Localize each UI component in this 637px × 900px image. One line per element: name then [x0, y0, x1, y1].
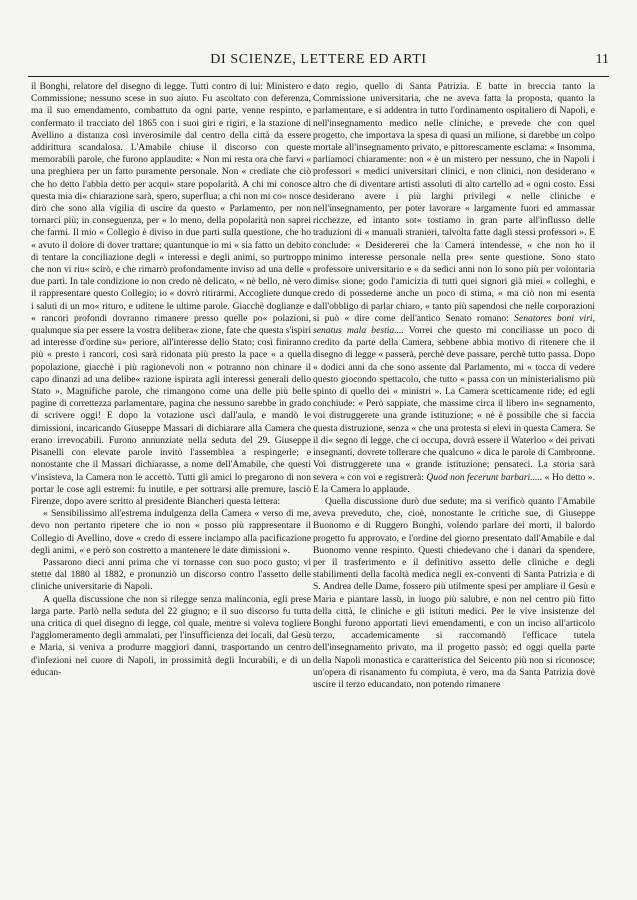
- paragraph: Passarono dieci anni prima che vi tornasse con suo poco gusto; vi stette dal 1880 al 1882, e pronunziò un discorso contro l'assetto delle cliniche universitarie di Napoli.: [31, 556, 311, 593]
- left-column: [31, 81, 311, 679]
- journal-title: DI SCIENZE, LETTERE ED ARTI: [210, 52, 427, 67]
- paragraph: A quella discussione che non si rilegge senza malinconia, egli prese larga parte. Parlò nella seduta del 22 giugno; e il suo discorso fu tutta una critica di quel disegno di legge, col quale, mentre si voleva togliere l'agglomeramento degli ammalati, per l'insufficienza dei locali, dal Gesù e Maria, si veniva a produrre maggiori danni, trasportando un centro d'infezioni nel cuore di Napoli, in prossimità degli Incurabili, e di un educan-: [31, 593, 311, 678]
- paragraph: Quella discussione durò due sedute; ma si verificò quanto l'Amabile aveva preveduto, che, cioè, nonostante le critiche sue, di Giuseppe Buonomo e di Ruggero Bonghi, volendo parlare dei morti, il balordo progetto fu approvato, e l'ordine del giorno presentato dall'Amabile e dal Buonomo venne respinto. Questi chiedevano che i danari da spendere, per il trasferimento e il definitivo assetto delle cliniche e degli stabilimenti della facoltà medica negli ex-conventi di Santa Patrizia e di S. Andrea delle Dame, fossero più utilmente spesi per ampliare il Gesù e Maria e piantare lassù, in luogo più salubre, e non nel centro più fitto della città, le cliniche e gli istituti medici. Per le vive insistenze del Bonghi furono apportati lievi emendamenti, e con un inciso all'articolo terzo, accademicamente si raccomandò l'efficace tutela dell'insegnamento privato, ma il progetto passò; ed oggi quella parte della Napoli monastica e caratteristica del Seicento più non si riconosce; un'opera di risanamento fu compiuta, è vero, ma da Santa Patrizia dovè uscire il terzo educandato, non potendo rimanere: [313, 495, 595, 690]
- paragraph: [313, 81, 595, 496]
- paragraph: il Bonghi, relatore del disegno di legge. Tutti contro di lui: Ministero e Commissione; nessuno scese in suo aiuto. Fu ascoltato con deferenza, ma il suo emendamento, combattuto da ogni parte, venne respinto, e confermato il tracciato del 1865 con i suoi giri e rigiri, e la stazione di Avellino a distanza così inverosimile dal centro della città da essere addirittura scandalosa. L'Amabile chiuse il discorso con queste memorabili parole, che furono applaudite: « Non mi resta ora che farvi « una preghiera per un fatto puramente personale. Non « crediate che ciò che ho detto l'abbia detto per acqui« stare popolarità. A chi mi conosce questa mia di« chiarazione sarà, spero, superflua; a chi non mi co« nosce dirò che sono alla vigilia di uscire da questo « Parlamento, per non tornarci più; in conseguenza, per « lo meno, della popolarità non saprei che farmi. Il mio « Collegio è diviso in due parti sulla questione, che ho « avuto il dolore di dover trattare; quantunque io mi « sia fatto un debito di tentare la conciliazione degli « interessi e degli animi, so purtroppo che non vi riu« scirò, e che rimarrò profondamente inviso ad una delle « due parti. In tale condizione io non credo nè delicato, « nè bello, nè vero il rappresentare questo Collegio; io « dovrò ritirarmi. Accogliete dunque i saluti di un mo« rituro, e uditene le ultime parole. Giacchè doglianze e « rancori profondi dovranno rimanere presso quelle po« polazioni, qualunque sia per essere la vostra delibera« zione, fate che questa s'ispiri ad interesse d'ordine su« periore, all'interesse dello Stato; così finiranno più « presto i rancori, così sarà ridonata più presto la pace « a quella popolazione, giacchè i più ragionevoli non « potranno non chinare il capo dinanzi ad una delibe« razione ispirata agli interessi generali dello Stato ». Magnifiche parole, che rimangono come una delle più belle pagine di correttezza parlamentare, pagina che nessuno sarebbe in grado di scrivere oggi! E dopo la votazione uscì dall'aula, e mandò le dimissioni, incaricando Giuseppe Massari di dichiarare alla Camera che erano irrevocabili. Furono annunziate nella seduta del 29. Giuseppe Pisanelli con elevate parole invitò l'assemblea a respingerle; e nonostante che il Massari dichiarasse, a nome dell'Amabile, che questi v'insisteva, la Camera non le accettò. Tutti gli amici lo pregarono di non portar le cose agli estremi: fu inutile, e per sottrarsi alle premure, lasciò Firenze, dopo avere scritto al presidente Biancheri questa lettera:: [31, 81, 311, 507]
- right-column: [313, 81, 595, 691]
- page-number: 11: [595, 52, 609, 67]
- text-run: dato regio, quello di Santa Patrizia. E batte in breccia tanto la Commissione universitaria, che ne aveva fatta la proposta, quanto la parlamentare, e si addentra in tutto l'ordinamento ospitaliero di Napoli, e nell'insegnamento medico nelle cliniche, e prevede che con quel progetto, che importava la spesa di quasi un milione, si darebbe un colpo mortale all'insegnamento privato, e pittorescamente esclama: « Insomma, parliamoci chiaramente: non « è un mistero per nessuno, che in Napoli i professori « medici universitari clinici, e non clinici, non desiderano « altro che di diventare artisti assoluti di alto cartello ad « ogni costo. Essi desiderano avere i più larghi privilegi « nelle cliniche e nell'insegnamento, per poter lavorare « largamente fuori ed ammassar ricchezze, ed intanto sot« tostiamo in gran parte all'influsso delle traduzioni di « manuali stranieri, talvolta fatte dagli stessi professori ». E conclude: « Desidererei che la Camera intendesse, « che non ho il minimo interesse personale nella pre« sente questione. Sono stato professore universitario e « da sedici anni non lo sono più per volontaria dimis« sione; godo l'amicizia di tutti quei signori già miei « colleghi, e credo di possederne anche un poco di stima, « ma ciò non mi esenta dall'obbligo di parlar chiaro, « tanto più sapendosi che nelle corporazioni si può « dire come dell'antico Senato romano:: [313, 81, 595, 324]
- latin-quote: Senatores boni viri, senatus mala bestia....: [313, 312, 595, 337]
- latin-quote: Quod non fecerunt barbari.....: [426, 471, 543, 483]
- text-run: Vorrei che questo mi conciliasse un poco di credito da parte della Camera, sebbene abbia motivo di ritenere che il disegno di legge « passerà, perchè deve passare, perchè tutto passa. Dopo « dodici anni da che sono assente dal Parlamento, mi « tocca di vedere questo giocondo spettacolo, che tutto « passa con un ministerialismo più spinto di quello dei « ministri ». La Camera scetticamente ride; ed egli conchiude: « Però sappiate, che massime circa il libero in« segnamento, voi distruggerete una grande istituzione; « nè è possibile che si faccia questa distruzione, senza « che una protesta si elevi in questa Camera. Se il di« segno di legge, che ci occupa, dovrà essere il Waterloo « dei privati insegnanti, dovrete tollerare che qualcuno « dica le parole di Cambronne. Voi distruggerete una « grande istituzione; pensateci. La storia sarà severa « con voi e registrerà:: [313, 325, 595, 483]
- header-rule: [28, 76, 609, 77]
- running-header: [28, 52, 609, 74]
- text-run: « Ho detto ». E la Camera lo applaude.: [313, 471, 595, 495]
- quoted-letter: « Sensibilissimo all'estrema indulgenza della Camera « verso di me, devo non pertanto ripetere che io non « posso più rappresentare il Collegio di Avellino, dove « credo di essere inciampo alla pacificazione degli animi, « e però son costretto a mantenere le date dimissioni ».: [31, 508, 311, 556]
